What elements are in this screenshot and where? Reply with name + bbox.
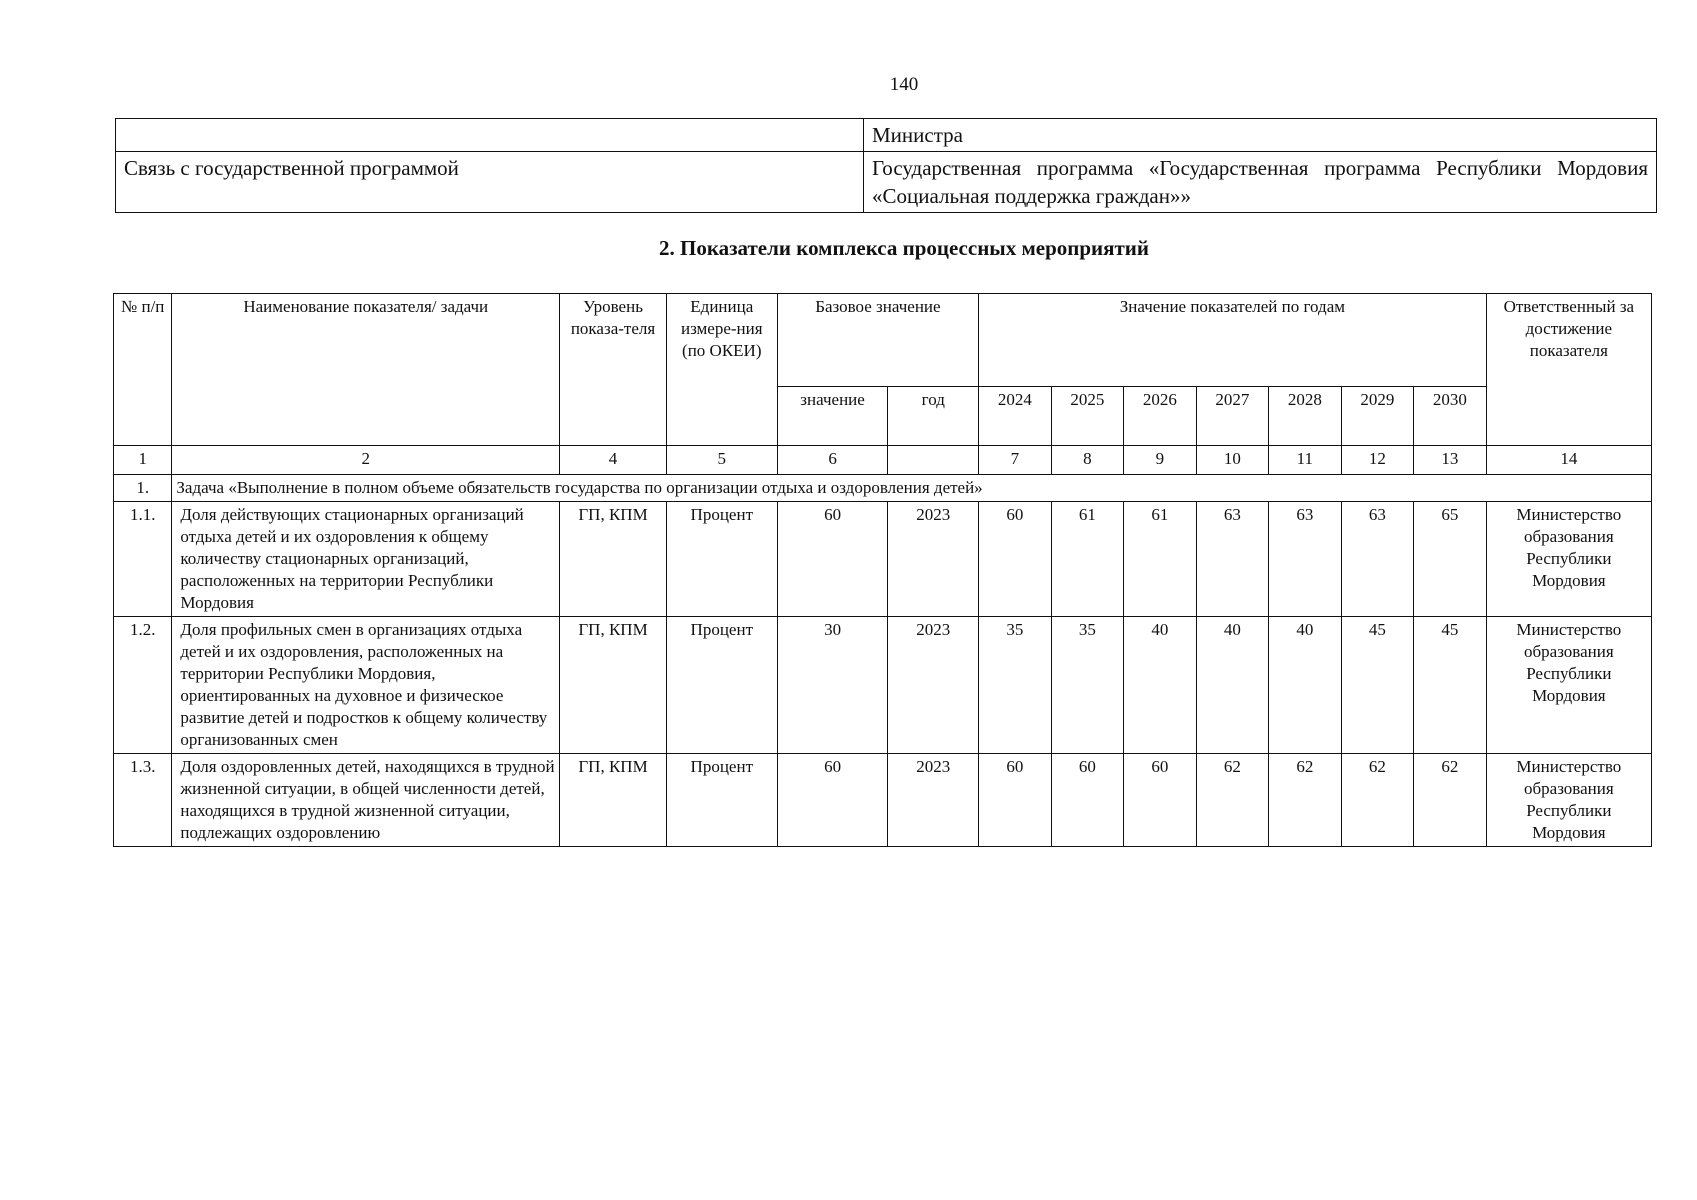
header-base-year: год — [888, 387, 979, 446]
index-cell: 4 — [560, 446, 667, 475]
header-name: Наименование показателя/ задачи — [172, 294, 560, 446]
index-cell: 14 — [1486, 446, 1651, 475]
row-unit: Процент — [666, 754, 777, 847]
header-year: 2024 — [979, 387, 1052, 446]
row-value: 63 — [1269, 502, 1342, 617]
row-name: Доля действующих стационарных организаций отдыха детей и их оздоровления к общему количеству стационарных организаций, расположенных на территории Республики Мордовия — [172, 502, 560, 617]
row-value: 35 — [979, 617, 1052, 754]
table-row — [114, 754, 1652, 847]
task-text: Задача «Выполнение в полном объеме обязательств государства по организации отдыха и оздоровления детей» — [172, 475, 1652, 502]
table-cell: Связь с государственной программой — [116, 152, 864, 213]
row-num: 1.3. — [114, 754, 172, 847]
row-unit: Процент — [666, 617, 777, 754]
header-level: Уровень показа-теля — [560, 294, 667, 446]
index-cell: 7 — [979, 446, 1052, 475]
row-value: 62 — [1414, 754, 1487, 847]
index-cell: 9 — [1124, 446, 1197, 475]
header-year: 2030 — [1414, 387, 1487, 446]
index-cell: 12 — [1341, 446, 1414, 475]
row-value: 63 — [1196, 502, 1269, 617]
row-value: 62 — [1196, 754, 1269, 847]
row-value: 60 — [979, 502, 1052, 617]
section-title: 2. Показатели комплекса процессных мероприятий — [658, 236, 1149, 260]
page-number — [0, 74, 1697, 96]
row-value: 63 — [1341, 502, 1414, 617]
row-base-year: 2023 — [888, 617, 979, 754]
row-value: 61 — [1051, 502, 1124, 617]
row-level: ГП, КПМ — [560, 502, 667, 617]
header-num: № п/п — [114, 294, 172, 446]
table-row — [114, 502, 1652, 617]
header-year: 2025 — [1051, 387, 1124, 446]
row-num: 1.2. — [114, 617, 172, 754]
table-row — [116, 152, 1657, 213]
index-cell — [888, 446, 979, 475]
row-responsible: Министерство образования Республики Мордовия — [1486, 754, 1651, 847]
row-value: 40 — [1269, 617, 1342, 754]
row-value: 65 — [1414, 502, 1487, 617]
header-base: Базовое значение — [777, 294, 978, 387]
table-row — [116, 119, 1657, 152]
row-level: ГП, КПМ — [560, 617, 667, 754]
header-year: 2027 — [1196, 387, 1269, 446]
row-value: 60 — [1124, 754, 1197, 847]
row-responsible: Министерство образования Республики Мордовия — [1486, 502, 1651, 617]
row-value: 60 — [1051, 754, 1124, 847]
row-base-year: 2023 — [888, 502, 979, 617]
page-number-text: 140 — [889, 74, 919, 95]
task-num: 1. — [114, 475, 172, 502]
column-index-row — [114, 446, 1652, 475]
row-value: 62 — [1341, 754, 1414, 847]
row-name: Доля оздоровленных детей, находящихся в трудной жизненной ситуации, в общей численности детей, находящихся в трудной жизненной ситуации, подлежащих оздоровлению — [172, 754, 560, 847]
row-base-value: 60 — [777, 754, 888, 847]
row-value: 40 — [1124, 617, 1197, 754]
table-cell: Министра — [864, 119, 1657, 152]
header-year: 2028 — [1269, 387, 1342, 446]
row-value: 62 — [1269, 754, 1342, 847]
index-cell: 2 — [172, 446, 560, 475]
program-link-table — [115, 118, 1657, 213]
row-value: 60 — [979, 754, 1052, 847]
header-year: 2026 — [1124, 387, 1197, 446]
row-value: 45 — [1414, 617, 1487, 754]
indicators-table — [113, 293, 1652, 847]
header-row — [114, 294, 1652, 387]
task-row — [114, 475, 1652, 502]
header-unit: Единица измере-ния (по ОКЕИ) — [666, 294, 777, 446]
index-cell: 5 — [666, 446, 777, 475]
row-base-year: 2023 — [888, 754, 979, 847]
row-value: 61 — [1124, 502, 1197, 617]
index-cell: 13 — [1414, 446, 1487, 475]
row-level: ГП, КПМ — [560, 754, 667, 847]
table-row — [114, 617, 1652, 754]
header-responsible: Ответственный за достижение показателя — [1486, 294, 1651, 446]
header-base-value: значение — [777, 387, 888, 446]
index-cell: 10 — [1196, 446, 1269, 475]
header-year: 2029 — [1341, 387, 1414, 446]
row-base-value: 60 — [777, 502, 888, 617]
index-cell: 6 — [777, 446, 888, 475]
index-cell: 11 — [1269, 446, 1342, 475]
table-cell: Государственная программа «Государственная программа Республики Мордовия «Социальная поддержка граждан»» — [864, 152, 1657, 213]
row-base-value: 30 — [777, 617, 888, 754]
row-value: 40 — [1196, 617, 1269, 754]
index-cell: 8 — [1051, 446, 1124, 475]
header-years-group: Значение показателей по годам — [979, 294, 1487, 387]
row-responsible: Министерство образования Республики Мордовия — [1486, 617, 1651, 754]
row-name: Доля профильных смен в организациях отдыха детей и их оздоровления, расположенных на территории Республики Мордовия, ориентированных на духовное и физическое развитие детей и подростков к общему количеству организованных смен — [172, 617, 560, 754]
row-unit: Процент — [666, 502, 777, 617]
table-cell-empty — [116, 119, 864, 152]
row-value: 45 — [1341, 617, 1414, 754]
index-cell: 1 — [114, 446, 172, 475]
row-num: 1.1. — [114, 502, 172, 617]
row-value: 35 — [1051, 617, 1124, 754]
